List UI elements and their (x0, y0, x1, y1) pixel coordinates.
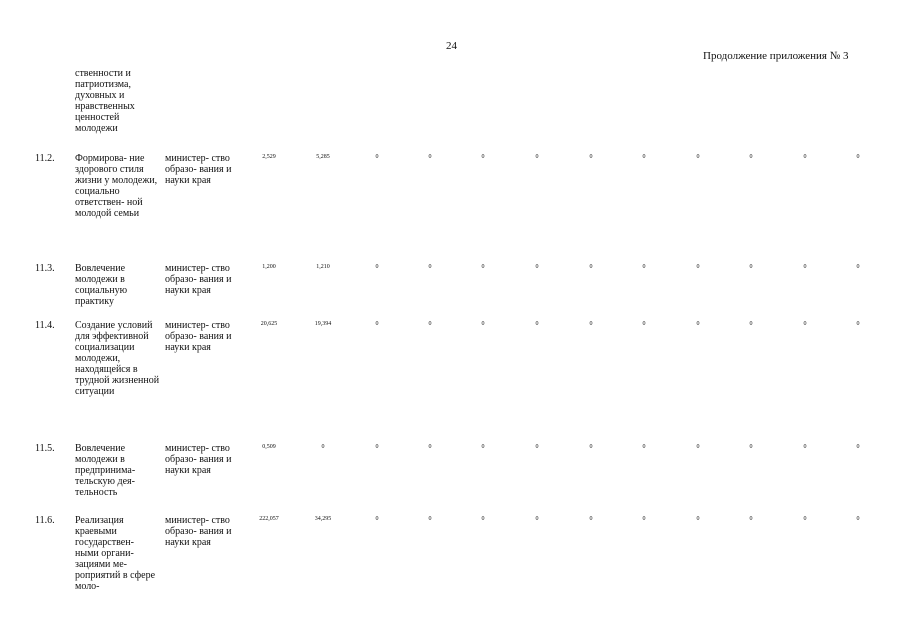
row-value: 0 (696, 154, 700, 160)
row-value: 0 (589, 516, 593, 522)
row-value: 0 (481, 516, 485, 522)
row-value: 2,529 (262, 154, 276, 160)
row-values (0, 515, 905, 527)
row-value: 0 (749, 321, 753, 327)
row-value: 0 (856, 154, 860, 160)
continued-text: ственности и патриотизма, духовных и нравственных ценностей молодежи (75, 68, 135, 134)
row-value: 5,285 (316, 154, 330, 160)
row-value: 0 (749, 154, 753, 160)
row-value: 0 (589, 444, 593, 450)
row-value: 0 (535, 154, 539, 160)
row-value: 0 (856, 264, 860, 270)
row-value: 0 (535, 264, 539, 270)
row-value: 0 (481, 444, 485, 450)
row-number: 11.5. (35, 443, 55, 454)
row-value: 0 (856, 516, 860, 522)
row-value: 0 (321, 444, 325, 450)
row-value: 0 (428, 444, 432, 450)
row-executor: министер- ство образо- вания и науки края (165, 320, 232, 353)
row-value: 0,509 (262, 444, 276, 450)
row-value: 0 (481, 264, 485, 270)
row-name: Создание условий для эффективной социализации молодежи, находящейся в трудной жизненной ситуации (75, 320, 160, 397)
row-number: 11.2. (35, 153, 55, 164)
row-value: 1,210 (316, 264, 330, 270)
page-number: 24 (446, 40, 457, 52)
row-value: 0 (856, 321, 860, 327)
row-value: 0 (803, 516, 807, 522)
row-value: 0 (428, 516, 432, 522)
row-name: Вовлечение молодежи в социальную практику (75, 263, 128, 307)
row-value: 0 (375, 321, 379, 327)
row-value: 0 (803, 154, 807, 160)
row-value: 0 (856, 444, 860, 450)
row-value: 0 (481, 321, 485, 327)
row-values (0, 263, 905, 275)
row-value: 34,295 (314, 516, 332, 522)
row-value: 0 (428, 321, 432, 327)
row-value: 0 (589, 154, 593, 160)
row-value: 0 (696, 321, 700, 327)
row-value: 0 (642, 264, 646, 270)
row-value: 0 (428, 154, 432, 160)
row-value: 0 (589, 321, 593, 327)
row-value: 0 (696, 444, 700, 450)
row-executor: министер- ство образо- вания и науки края (165, 515, 232, 548)
row-value: 0 (642, 154, 646, 160)
row-value: 0 (535, 516, 539, 522)
row-value: 0 (803, 444, 807, 450)
row-number: 11.3. (35, 263, 55, 274)
row-value: 20,625 (260, 321, 278, 327)
row-values (0, 153, 905, 165)
row-value: 19,394 (314, 321, 332, 327)
appendix-note: Продолжение приложения № 3 (703, 50, 849, 62)
row-value: 0 (428, 264, 432, 270)
row-value: 0 (535, 444, 539, 450)
row-name: Реализация краевыми государствен- ными органи- зациями ме- роприятий в сфере моло- (75, 515, 156, 592)
row-value: 0 (589, 264, 593, 270)
row-value: 0 (375, 154, 379, 160)
row-executor: министер- ство образо- вания и науки края (165, 153, 232, 186)
row-value: 0 (803, 321, 807, 327)
row-values (0, 320, 905, 332)
row-value: 0 (375, 516, 379, 522)
row-value: 0 (749, 264, 753, 270)
row-number: 11.4. (35, 320, 55, 331)
row-value: 222,057 (259, 516, 279, 522)
row-executor: министер- ство образо- вания и науки края (165, 443, 232, 476)
row-number: 11.6. (35, 515, 55, 526)
row-value: 0 (481, 154, 485, 160)
row-value: 0 (642, 516, 646, 522)
row-value: 0 (375, 444, 379, 450)
row-value: 1,200 (262, 264, 276, 270)
row-name: Вовлечение молодежи в предпринима- тельскую дея- тельность (75, 443, 136, 498)
row-value: 0 (696, 264, 700, 270)
row-value: 0 (749, 516, 753, 522)
row-value: 0 (375, 264, 379, 270)
row-value: 0 (642, 321, 646, 327)
row-value: 0 (642, 444, 646, 450)
row-executor: министер- ство образо- вания и науки края (165, 263, 232, 296)
row-name: Формирова- ние здорового стиля жизни у молодежи, социально ответствен- ной молодой семьи (75, 153, 158, 219)
row-values (0, 443, 905, 455)
row-value: 0 (696, 516, 700, 522)
row-value: 0 (803, 264, 807, 270)
row-value: 0 (749, 444, 753, 450)
row-value: 0 (535, 321, 539, 327)
